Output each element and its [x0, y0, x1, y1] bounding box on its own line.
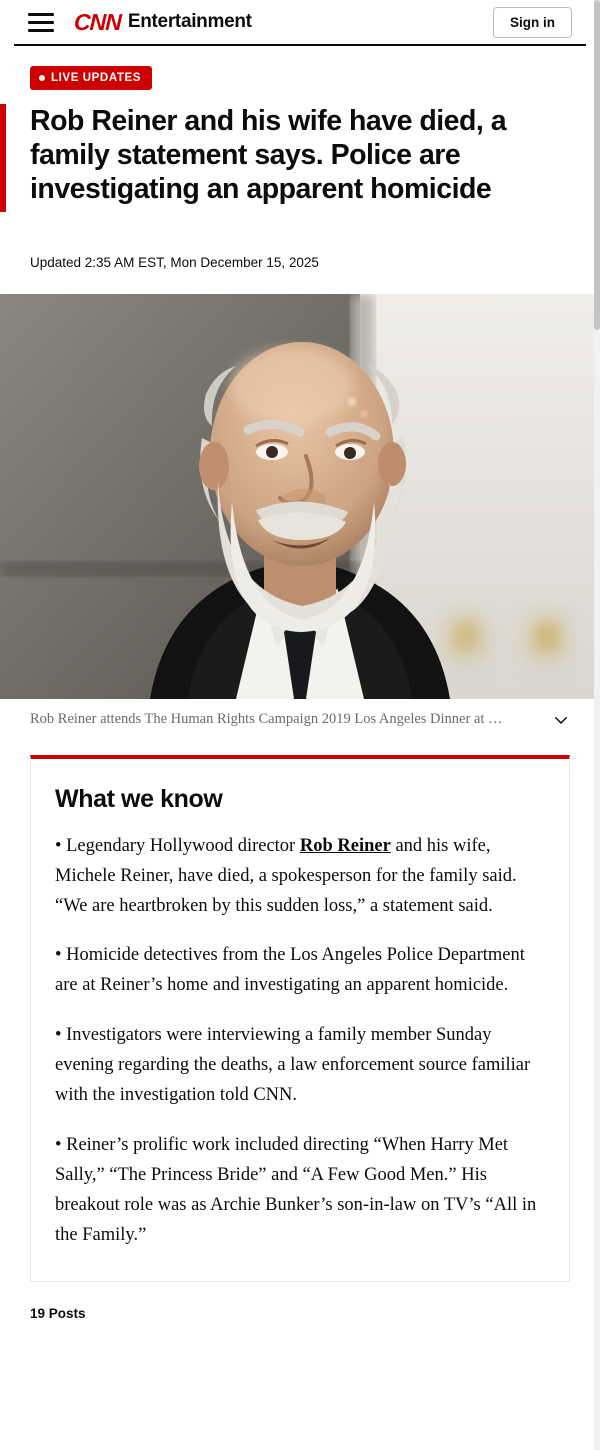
what-we-know-title: What we know — [55, 784, 223, 813]
chevron-down-icon[interactable] — [552, 711, 570, 729]
bullet-text-prefix: • Legendary Hollywood director — [55, 835, 300, 856]
live-updates-label: LIVE UPDATES — [51, 72, 142, 84]
live-badge-container — [0, 46, 600, 90]
cnn-logo-icon: CNN — [73, 8, 122, 35]
list-item: • Homicide detectives from the Los Angeles Police Department are at Reiner’s home and investigating an apparent homicide. — [55, 945, 525, 996]
list-item — [55, 832, 545, 922]
hero-photo-illustration — [0, 294, 600, 699]
sign-in-button[interactable]: Sign in — [493, 7, 572, 38]
hamburger-line — [28, 13, 54, 16]
bullet-text-suffix: and his wife, Michele Reiner, have died, a spokesperson for the family said. “We are heartbroken by this sudden loss,” a statement said. — [55, 835, 517, 916]
image-caption: Rob Reiner attends The Human Rights Campaign 2019 Los Angeles Dinner at … — [30, 711, 503, 728]
posts-count-label: 19 Posts — [30, 1306, 86, 1322]
live-dot-icon — [39, 75, 45, 81]
page-scrollbar-thumb[interactable] — [594, 0, 600, 330]
hero-image — [0, 294, 600, 699]
image-caption-row[interactable] — [0, 699, 600, 741]
page-title: Rob Reiner and his wife have died, a family statement says. Police are investigating an apparent homicide — [30, 105, 507, 206]
hamburger-line — [28, 21, 54, 24]
live-updates-badge[interactable] — [30, 66, 152, 90]
rob-reiner-link[interactable]: Rob Reiner — [299, 835, 391, 856]
hamburger-menu-icon[interactable] — [28, 11, 54, 33]
section-brand-label: Entertainment — [127, 11, 252, 32]
site-header — [14, 0, 586, 46]
hamburger-line — [28, 29, 54, 32]
site-logo[interactable] — [73, 8, 252, 35]
headline-accent-bar — [0, 104, 6, 212]
list-item: • Investigators were interviewing a family member Sunday evening regarding the deaths, a law enforcement source familiar with the investigation told CNN. — [55, 1025, 531, 1106]
page-scrollbar-track[interactable] — [594, 0, 600, 1450]
article-timestamp: Updated 2:35 AM EST, Mon December 15, 2025 — [30, 254, 319, 270]
list-item: • Reiner’s prolific work included directing “When Harry Met Sally,” “The Princess Bride” and “A Few Good Men.” His breakout role was as Archie Bunker’s son-in-law on TV’s “All in the Family.” — [55, 1135, 537, 1246]
headline-block — [0, 90, 600, 207]
what-we-know-card — [30, 755, 570, 1283]
